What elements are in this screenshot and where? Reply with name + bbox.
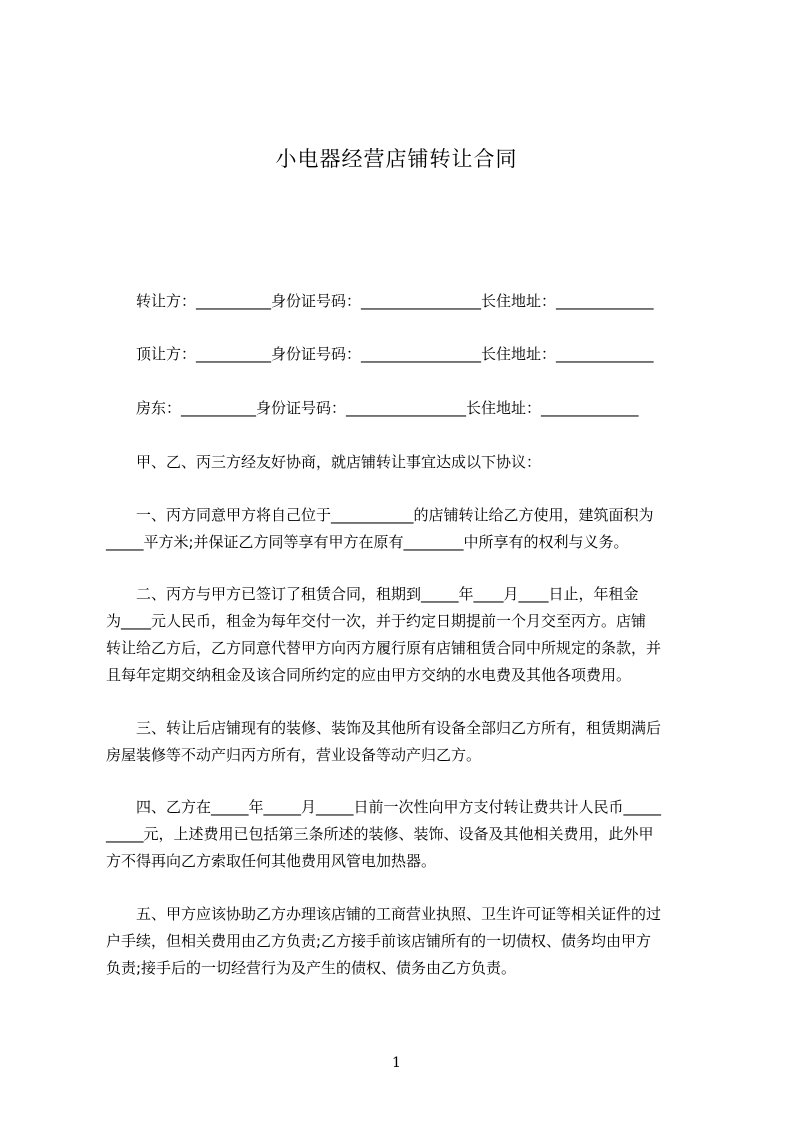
clause-3-line-1: 三、转让后店铺现有的装修、装饰及其他所有设备全部归乙方所有，租赁期满后 xyxy=(136,719,662,737)
clause-2-line-2: 为____元人民币，租金为每年交付一次，并于约定日期提前一个月交至丙方。店铺 xyxy=(106,612,647,630)
clause-4-line-2: _____元，上述费用已包括第三条所述的装修、装饰、设备及其他相关费用，此外甲 xyxy=(106,825,654,843)
party-landlord-line: 房东：__________身份证号码：________________长住地址：_____________ xyxy=(136,399,639,417)
intro-paragraph: 甲、乙、丙三方经友好协商，就店铺转让事宜达成以下协议： xyxy=(136,453,542,471)
page-number: 1 xyxy=(392,1055,401,1071)
party-transferee-line: 顶让方：__________身份证号码：________________长住地址：_____________ xyxy=(136,345,654,363)
clause-1-line-1: 一、丙方同意甲方将自己位于___________的店铺转让给乙方使用，建筑面积为 xyxy=(136,506,654,524)
clause-5-line-3: 负责;接手后的一切经营行为及产生的债权、债务由乙方负责。 xyxy=(106,959,517,977)
clause-2-line-4: 且每年定期交纳租金及该合同所约定的应由甲方交纳的水电费及其他各项费用。 xyxy=(106,666,632,684)
clause-2-line-3: 转让给乙方后，乙方同意代替甲方向丙方履行原有店铺租赁合同中所规定的条款，并 xyxy=(106,639,662,657)
clause-5-line-2: 户手续，但相关费用由乙方负责;乙方接手前该店铺所有的一切债权、债务均由甲方 xyxy=(106,932,652,950)
clause-4-line-1: 四、乙方在_____年_____月_____日前一次性向甲方支付转让费共计人民币_____ xyxy=(136,798,662,816)
clause-1-line-2: _____平方米;并保证乙方同等享有甲方在原有________中所享有的权利与义务。 xyxy=(106,533,629,551)
party-transferor-line: 转让方：__________身份证号码：________________长住地址：_____________ xyxy=(136,292,654,310)
clause-4-line-3: 方不得再向乙方索取任何其他费用风管电加热器。 xyxy=(106,852,437,870)
clause-2-line-1: 二、丙方与甲方已签订了租赁合同，租期到_____年____月____日止，年租金 xyxy=(136,585,639,603)
clause-5-line-1: 五、甲方应该协助乙方办理该店铺的工商营业执照、卫生许可证等相关证件的过 xyxy=(136,905,662,923)
document-title: 小电器经营店铺转让合同 xyxy=(275,147,518,171)
clause-3-line-2: 房屋装修等不动产归丙方所有，营业设备等动产归乙方。 xyxy=(106,746,482,764)
